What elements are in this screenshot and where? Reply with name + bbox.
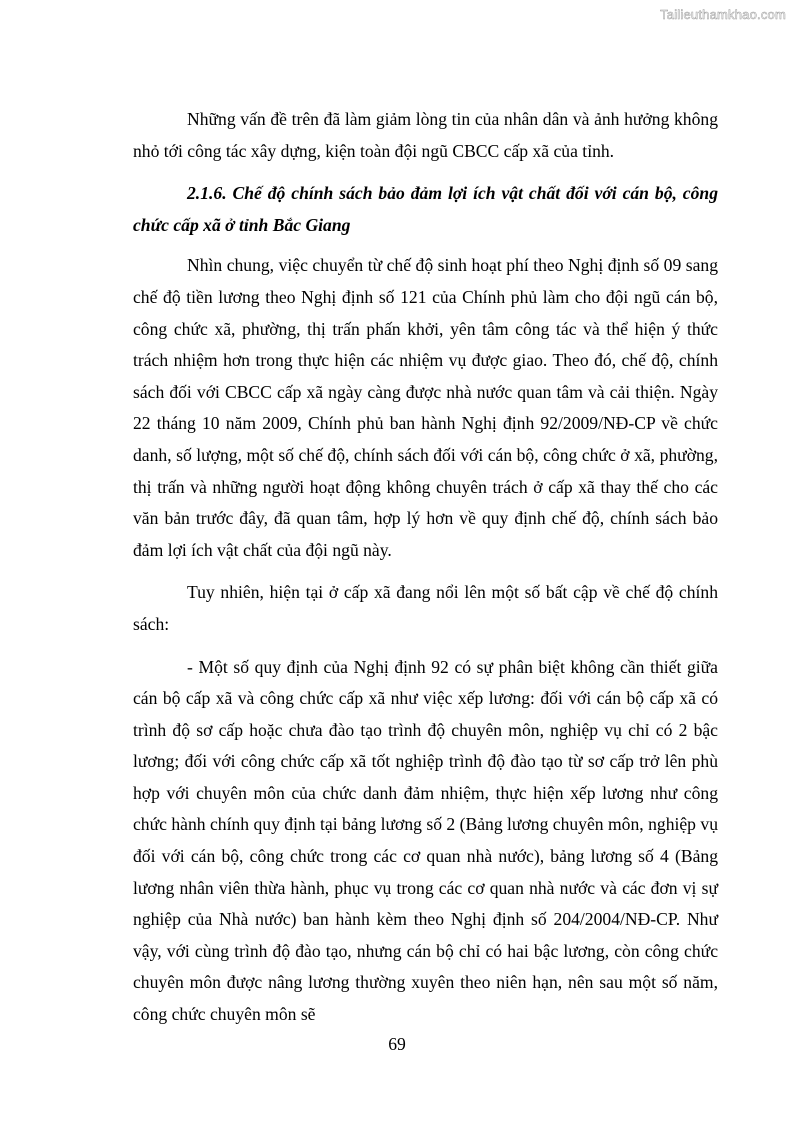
section-heading: 2.1.6. Chế độ chính sách bảo đảm lợi ích vật chất đối với cán bộ, công chức cấp xã ở tỉnh Bắc Giang [133, 183, 718, 235]
paragraph-bullet-salary: - Một số quy định của Nghị định 92 có sự phân biệt không cần thiết giữa cán bộ cấp xã và công chức cấp xã như việc xếp lương: đối với cán bộ cấp xã có trình độ sơ cấp hoặc chưa đào tạo trình độ chuyên môn, nghiệp vụ chỉ có 2 bậc lương; đối với công chức cấp xã tốt nghiệp trình độ đào tạo từ sơ cấp trở lên phù hợp với chuyên môn của chức danh đảm nhiệm, thực hiện xếp lương như công chức hành chính quy định tại bảng lương số 2 (Bảng lương chuyên môn, nghiệp vụ đối với cán bộ, công chức trong các cơ quan nhà nước), bảng lương số 4 (Bảng lương nhân viên thừa hành, phục vụ trong các cơ quan nhà nước và các đơn vị sự nghiệp của Nhà nước) ban hành kèm theo Nghị định số 204/2004/NĐ-CP. Như vậy, với cùng trình độ đào tạo, nhưng cán bộ chỉ có hai bậc lương, còn công chức chuyên môn được nâng lương thường xuyên theo niên hạn, nên sau một số năm, công chức chuyên môn sẽ [133, 656, 718, 1025]
paragraph-overview: Nhìn chung, việc chuyển từ chế độ sinh hoạt phí theo Nghị định số 09 sang chế độ tiền lương theo Nghị định số 121 của Chính phủ làm cho đội ngũ cán bộ, công chức xã, phường, thị trấn phấn khởi, yên tâm công tác và thể hiện ý thức trách nhiệm hơn trong thực hiện các nhiệm vụ được giao. Theo đó, chế độ, chính sách đối với CBCC cấp xã ngày càng được nhà nước quan tâm và cải thiện. Ngày 22 tháng 10 năm 2009, Chính phủ ban hành Nghị định 92/2009/NĐ-CP về chức danh, số lượng, một số chế độ, chính sách đối với cán bộ, công chức ở xã, phường, thị trấn và những người hoạt động không chuyên trách ở cấp xã thay thế cho các văn bản trước đây, đã quan tâm, hợp lý hơn về quy định chế độ, chính sách bảo đảm lợi ích vật chất của đội ngũ này. [133, 255, 718, 560]
paragraph-intro: Những vấn đề trên đã làm giảm lòng tin của nhân dân và ảnh hưởng không nhỏ tới công tác xây dựng, kiện toàn đội ngũ CBCC cấp xã của tỉnh. [133, 109, 718, 161]
paragraph-shortcomings: Tuy nhiên, hiện tại ở cấp xã đang nổi lên một số bất cập về chế độ chính sách: [133, 582, 718, 634]
watermark-text: Tailieuthamkhao.com [660, 7, 786, 22]
page-number: 69 [388, 1034, 406, 1054]
document-body [133, 104, 718, 1031]
